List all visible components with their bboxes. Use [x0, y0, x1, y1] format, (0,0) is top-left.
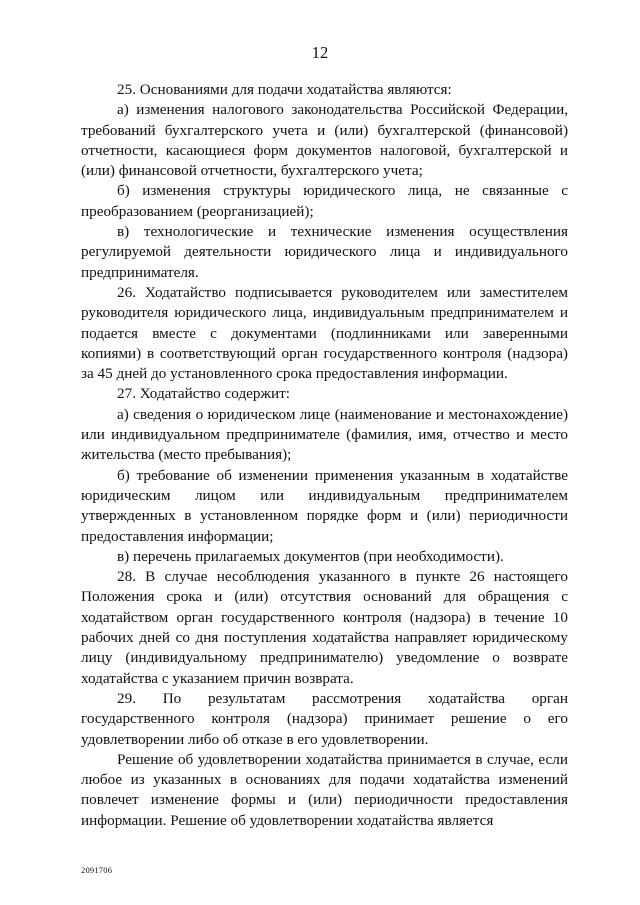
paragraph-25b: б) изменения структуры юридического лица, не связанные с преобразованием (реорганизацией); — [81, 182, 568, 220]
paragraph-28: 28. В случае несоблюдения указанного в пункте 26 настоящего Положения срока и (или) отсутствия оснований для обращения с ходатайством орган государственного контроля (надзора) в течение 10 рабочих дней со дня поступления ходатайства направляет юридическому лицу (индивидуальному предпринимателю) уведомление о возврате ходатайства с указанием причин возврата. — [81, 568, 568, 687]
paragraph-29: 29. По результатам рассмотрения ходатайства орган государственного контроля (надзора) принимает решение о его удовлетворении либо об отказе в его удовлетворении. — [81, 689, 568, 748]
paragraph-26: 26. Ходатайство подписывается руководителем или заместителем руководителя юридического лица, индивидуальным предпринимателем и подается вместе с документами (подлинниками или заверенными копиями) в соответствующий орган государственного контроля (надзора) за 45 дней до установленного срока предоставления информации. — [81, 283, 568, 383]
paragraph-25: 25. Основаниями для подачи ходатайства являются: — [117, 81, 452, 98]
paragraph-27: 27. Ходатайство содержит: — [117, 385, 290, 403]
paragraph-27b: б) требование об изменении применения указанным в ходатайстве юридическим лицом или индивидуальным предпринимателем утвержденных в установленном порядке форм и (или) периодичности предоставления информации; — [81, 466, 568, 545]
paragraph-25v: в) технологические и технические изменения осуществления регулируемой деятельности юридического лица и индивидуального предпринимателя. — [81, 223, 568, 281]
paragraph-27a: а) сведения о юридическом лице (наименование и местонахождение) или индивидуальном предпринимателе (фамилия, имя, отчество и место жительства (место пребывания); — [81, 405, 568, 464]
footer-code: 2091706 — [81, 865, 113, 875]
paragraph-25a: а) изменения налогового законодательства Российской Федерации, требований бухгалтерского учета и (или) бухгалтерской (финансовой) отчетности, касающиеся форм документов налоговой, бухгалтерской и (или) финансовой отчетности, бухгалтерского учета; — [81, 101, 568, 180]
document-body — [81, 80, 568, 831]
page-number: 12 — [311, 43, 329, 62]
paragraph-27v: в) перечень прилагаемых документов (при необходимости). — [117, 547, 504, 565]
paragraph-decision: Решение об удовлетворении ходатайства принимается в случае, если любое из указанных в основаниях для подачи ходатайства изменений повлечет изменение формы и (или) периодичности предоставления информации. Решение об удовлетворении ходатайства является — [81, 750, 568, 829]
